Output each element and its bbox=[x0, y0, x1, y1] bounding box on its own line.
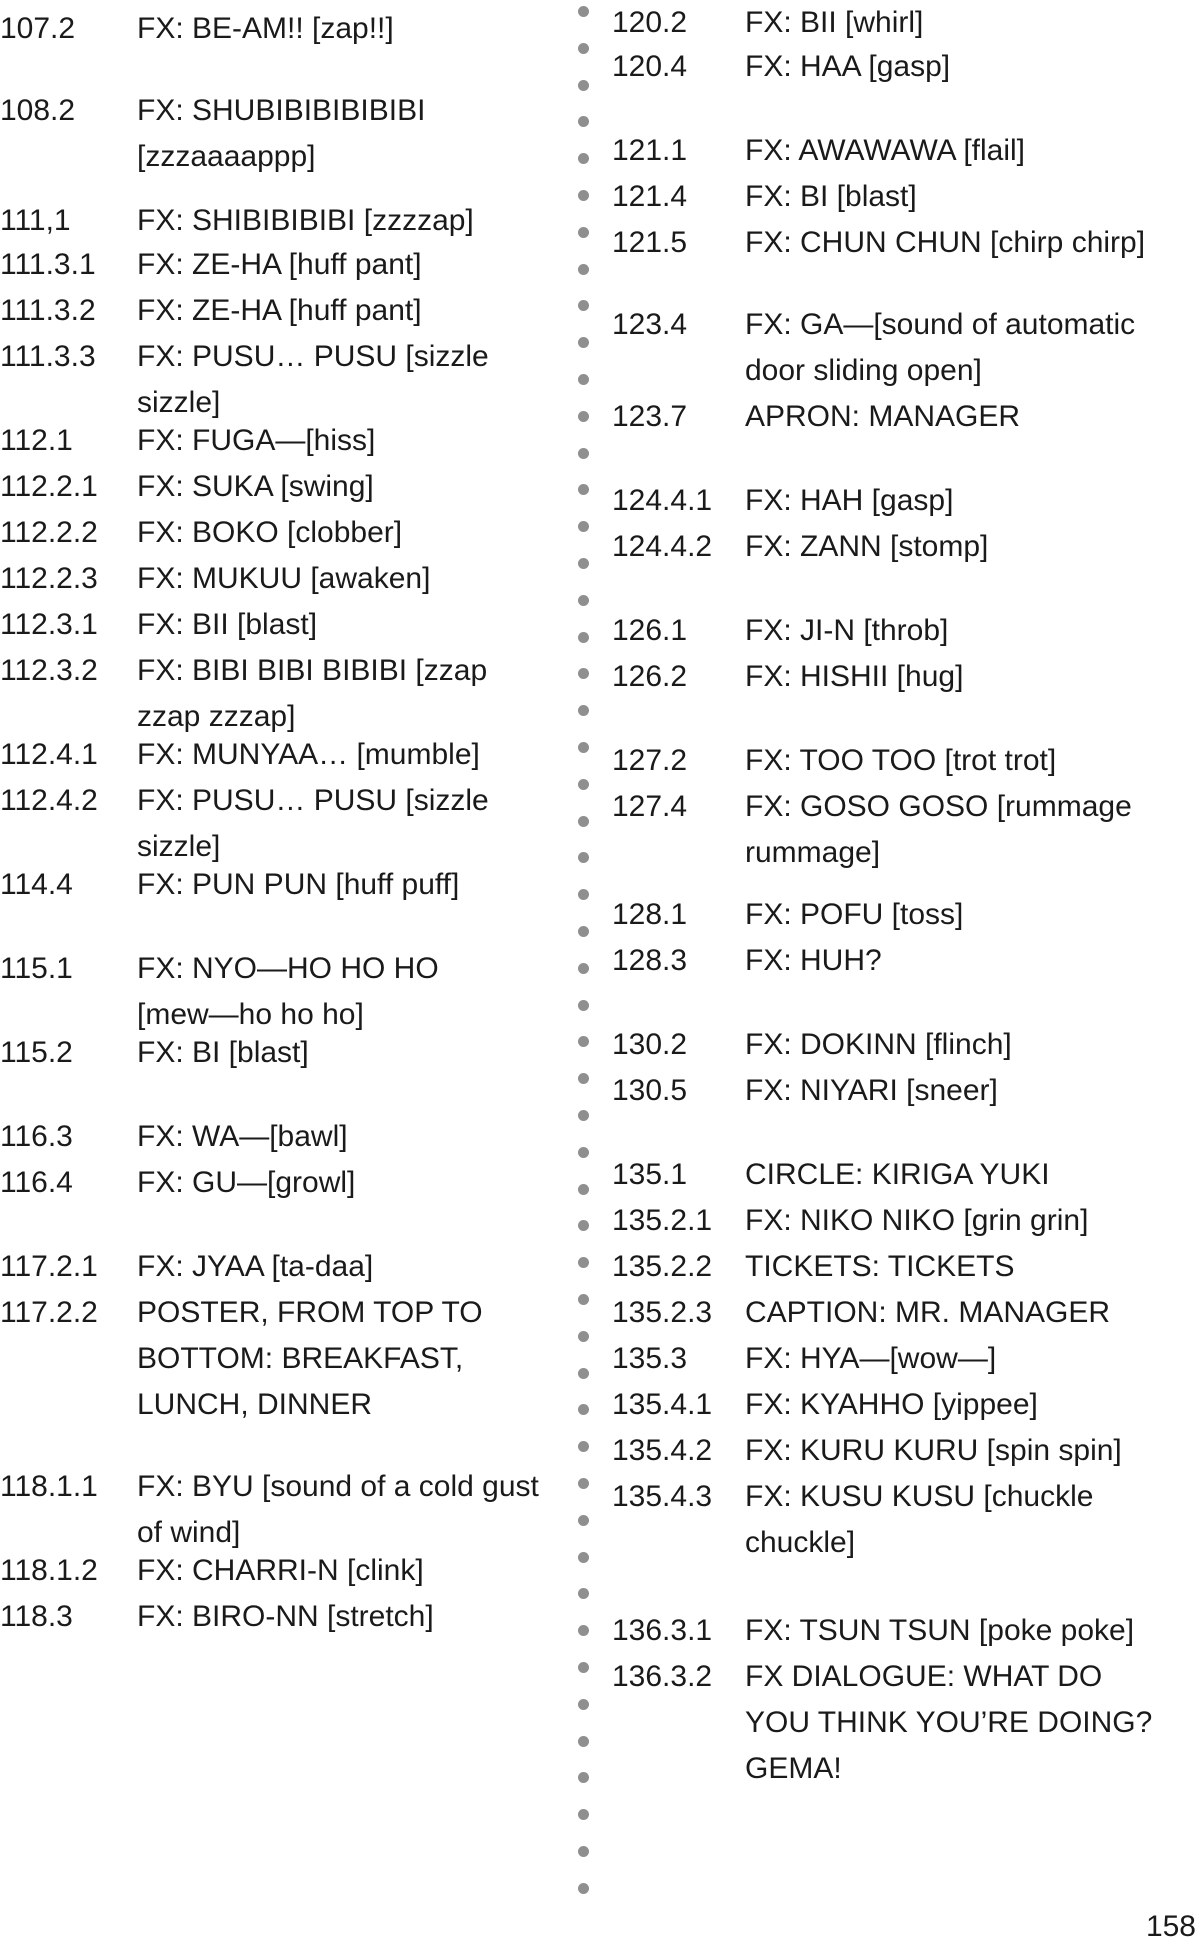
panel-reference: 114.4 bbox=[0, 868, 73, 901]
panel-reference: 111.3.3 bbox=[0, 340, 96, 373]
panel-reference: 136.3.1 bbox=[612, 1614, 713, 1647]
text-line: APRON: MANAGER bbox=[745, 400, 1021, 433]
panel-reference: 126.2 bbox=[612, 660, 688, 693]
panel-reference: 135.1 bbox=[612, 1158, 688, 1191]
sound-effect-text bbox=[745, 394, 1020, 440]
divider-dot bbox=[578, 889, 589, 900]
text-line: chuckle] bbox=[745, 1526, 856, 1559]
panel-reference: 115.2 bbox=[0, 1036, 73, 1069]
text-line: FX: BE-AM!! [zap!!] bbox=[137, 12, 394, 45]
sound-effect-text bbox=[137, 288, 422, 334]
divider-dot bbox=[578, 632, 589, 643]
divider-dot bbox=[578, 374, 589, 385]
text-line: LUNCH, DINNER bbox=[137, 1388, 373, 1421]
sound-effect-text bbox=[137, 648, 487, 740]
text-line: FX: KYAHHO [yippee] bbox=[745, 1388, 1038, 1421]
sound-effect-text bbox=[745, 1608, 1134, 1654]
sound-effect-text bbox=[745, 1068, 998, 1114]
panel-reference: 120.2 bbox=[612, 6, 688, 39]
text-line: BOTTOM: BREAKFAST, bbox=[137, 1342, 464, 1375]
divider-dot bbox=[578, 742, 589, 753]
text-line: [mew—ho ho ho] bbox=[137, 998, 364, 1031]
sound-effect-text bbox=[745, 0, 923, 46]
divider-dot bbox=[578, 227, 589, 238]
panel-reference: 121.4 bbox=[612, 180, 688, 213]
text-line: FX: HUH? bbox=[745, 944, 882, 977]
divider-dot bbox=[578, 926, 589, 937]
text-line: FX: FUGA—[hiss] bbox=[137, 424, 376, 457]
text-line: FX: TOO TOO [trot trot] bbox=[745, 744, 1057, 777]
divider-dot bbox=[578, 1331, 589, 1342]
text-line: zzap zzzap] bbox=[137, 700, 296, 733]
divider-dot bbox=[578, 1257, 589, 1268]
sound-effect-text bbox=[137, 1160, 355, 1206]
text-line: FX: BI [blast] bbox=[745, 180, 917, 213]
panel-reference: 112.4.1 bbox=[0, 738, 98, 771]
panel-reference: 127.4 bbox=[612, 790, 688, 823]
panel-reference: 112.1 bbox=[0, 424, 73, 457]
panel-reference: 124.4.1 bbox=[612, 484, 713, 517]
divider-dot bbox=[578, 1588, 589, 1599]
panel-reference: 135.2.3 bbox=[612, 1296, 713, 1329]
panel-reference: 117.2.2 bbox=[0, 1296, 98, 1329]
text-line: FX DIALOGUE: WHAT DO bbox=[745, 1660, 1103, 1693]
sound-effect-text bbox=[137, 732, 480, 778]
sound-effect-text bbox=[745, 524, 988, 570]
panel-reference: 112.2.1 bbox=[0, 470, 98, 503]
divider-dot bbox=[578, 558, 589, 569]
panel-reference: 120.4 bbox=[612, 50, 688, 83]
divider-dot bbox=[578, 1220, 589, 1231]
panel-reference: 135.4.1 bbox=[612, 1388, 713, 1421]
panel-reference: 128.3 bbox=[612, 944, 688, 977]
divider-dot bbox=[578, 1000, 589, 1011]
text-line: FX: SUKA [swing] bbox=[137, 470, 374, 503]
panel-reference: 112.4.2 bbox=[0, 784, 98, 817]
divider-dot bbox=[578, 43, 589, 54]
text-line: FX: HAH [gasp] bbox=[745, 484, 954, 517]
divider-dot bbox=[578, 1515, 589, 1526]
text-line: FX: HISHII [hug] bbox=[745, 660, 964, 693]
sound-effect-text bbox=[137, 418, 375, 464]
text-line: FX: CHARRI-N [clink] bbox=[137, 1554, 424, 1587]
divider-dot bbox=[578, 705, 589, 716]
sound-effect-text bbox=[745, 892, 963, 938]
panel-reference: 112.3.1 bbox=[0, 608, 98, 641]
text-line: TICKETS: TICKETS bbox=[745, 1250, 1015, 1283]
panel-reference: 128.1 bbox=[612, 898, 688, 931]
divider-dot bbox=[578, 1478, 589, 1489]
panel-reference: 118.1.1 bbox=[0, 1470, 98, 1503]
sound-effect-text bbox=[745, 938, 882, 984]
divider-dot bbox=[578, 484, 589, 495]
text-line: FX: BIBI BIBI BIBIBI [zzap bbox=[137, 654, 488, 687]
divider-dot bbox=[578, 1809, 589, 1820]
panel-reference: 112.2.3 bbox=[0, 562, 98, 595]
text-line: POSTER, FROM TOP TO bbox=[137, 1296, 483, 1329]
text-line: FX: PUSU… PUSU [sizzle bbox=[137, 784, 489, 817]
sound-effect-text bbox=[745, 1336, 996, 1382]
panel-reference: 123.7 bbox=[612, 400, 688, 433]
text-line: FX: GU—[growl] bbox=[137, 1166, 356, 1199]
sound-effect-text bbox=[745, 654, 963, 700]
divider-dot bbox=[578, 1846, 589, 1857]
divider-dot bbox=[578, 116, 589, 127]
text-line: FX: PUSU… PUSU [sizzle bbox=[137, 340, 489, 373]
divider-dot bbox=[578, 1552, 589, 1563]
divider-dot bbox=[578, 6, 589, 17]
text-line: door sliding open] bbox=[745, 354, 982, 387]
dotted-divider bbox=[576, 0, 592, 1948]
panel-reference: 135.2.1 bbox=[612, 1204, 713, 1237]
text-line: FX: KUSU KUSU [chuckle bbox=[745, 1480, 1094, 1513]
sound-effect-text bbox=[137, 464, 374, 510]
sound-effect-text bbox=[745, 1290, 1110, 1336]
divider-dot bbox=[578, 1036, 589, 1047]
text-line: sizzle] bbox=[137, 830, 221, 863]
text-line: sizzle] bbox=[137, 386, 221, 419]
text-line: FX: NIKO NIKO [grin grin] bbox=[745, 1204, 1089, 1237]
sound-effect-text bbox=[137, 88, 425, 180]
divider-dot bbox=[578, 816, 589, 827]
panel-reference: 117.2.1 bbox=[0, 1250, 98, 1283]
sound-effect-text bbox=[745, 1654, 1152, 1792]
panel-reference: 112.2.2 bbox=[0, 516, 98, 549]
text-line: CIRCLE: KIRIGA YUKI bbox=[745, 1158, 1050, 1191]
divider-dot bbox=[578, 153, 589, 164]
panel-reference: 111,1 bbox=[0, 204, 71, 237]
sound-effect-text bbox=[137, 510, 402, 556]
divider-dot bbox=[578, 1294, 589, 1305]
text-line: FX: GOSO GOSO [rummage bbox=[745, 790, 1132, 823]
divider-dot bbox=[578, 1736, 589, 1747]
sound-effect-text bbox=[137, 242, 422, 288]
sound-effect-text bbox=[745, 1474, 1093, 1566]
divider-dot bbox=[578, 1147, 589, 1158]
text-line: FX: BYU [sound of a cold gust bbox=[137, 1470, 539, 1503]
text-line: GEMA! bbox=[745, 1752, 842, 1785]
text-line: FX: DOKINN [flinch] bbox=[745, 1028, 1012, 1061]
sound-effect-text bbox=[137, 602, 317, 648]
sound-effect-text bbox=[745, 44, 950, 90]
sound-effect-text bbox=[137, 6, 394, 52]
sound-effect-text bbox=[137, 198, 474, 244]
panel-reference: 121.1 bbox=[612, 134, 688, 167]
sound-effect-text bbox=[745, 608, 948, 654]
divider-dot bbox=[578, 1625, 589, 1636]
sound-effect-text bbox=[745, 220, 1145, 266]
sound-effect-text bbox=[137, 1594, 434, 1640]
divider-dot bbox=[578, 1699, 589, 1710]
sound-effect-text bbox=[137, 1548, 424, 1594]
text-line: FX: WA—[bawl] bbox=[137, 1120, 348, 1153]
text-line: FX: BI [blast] bbox=[137, 1036, 309, 1069]
sound-effect-text bbox=[137, 1114, 348, 1160]
sound-effect-text bbox=[745, 1382, 1038, 1428]
panel-reference: 136.3.2 bbox=[612, 1660, 713, 1693]
text-line: FX: HYA—[wow—] bbox=[745, 1342, 997, 1375]
panel-reference: 118.3 bbox=[0, 1600, 73, 1633]
sound-effect-text bbox=[137, 1290, 483, 1428]
divider-dot bbox=[578, 448, 589, 459]
panel-reference: 111.3.2 bbox=[0, 294, 96, 327]
divider-dot bbox=[578, 1883, 589, 1894]
panel-reference: 135.2.2 bbox=[612, 1250, 713, 1283]
panel-reference: 116.4 bbox=[0, 1166, 73, 1199]
panel-reference: 121.5 bbox=[612, 226, 688, 259]
panel-reference: 130.5 bbox=[612, 1074, 688, 1107]
divider-dot bbox=[578, 963, 589, 974]
divider-dot bbox=[578, 1772, 589, 1783]
panel-reference: 135.4.3 bbox=[612, 1480, 713, 1513]
divider-dot bbox=[578, 190, 589, 201]
divider-dot bbox=[578, 1441, 589, 1452]
text-line: FX: ZANN [stomp] bbox=[745, 530, 989, 563]
text-line: FX: HAA [gasp] bbox=[745, 50, 951, 83]
divider-dot bbox=[578, 1368, 589, 1379]
text-line: FX: MUKUU [awaken] bbox=[137, 562, 431, 595]
text-line: FX: SHUBIBIBIBIBIBI bbox=[137, 94, 426, 127]
sound-effect-text bbox=[137, 862, 459, 908]
text-line: FX: ZE-HA [huff pant] bbox=[137, 294, 422, 327]
panel-reference: 123.4 bbox=[612, 308, 688, 341]
divider-dot bbox=[578, 1184, 589, 1195]
text-line: YOU THINK YOU’RE DOING? bbox=[745, 1706, 1153, 1739]
text-line: FX: BIRO-NN [stretch] bbox=[137, 1600, 434, 1633]
text-line: FX: POFU [toss] bbox=[745, 898, 964, 931]
sound-effect-text bbox=[745, 1022, 1012, 1068]
panel-reference: 111.3.1 bbox=[0, 248, 96, 281]
text-line: FX: ZE-HA [huff pant] bbox=[137, 248, 422, 281]
panel-reference: 126.1 bbox=[612, 614, 688, 647]
panel-reference: 112.3.2 bbox=[0, 654, 98, 687]
text-line: FX: NYO—HO HO HO bbox=[137, 952, 439, 985]
divider-dot bbox=[578, 521, 589, 532]
divider-dot bbox=[578, 1073, 589, 1084]
sound-effect-text bbox=[137, 334, 489, 426]
divider-dot bbox=[578, 1662, 589, 1673]
divider-dot bbox=[578, 300, 589, 311]
sound-effect-text bbox=[745, 1198, 1088, 1244]
text-line: FX: TSUN TSUN [poke poke] bbox=[745, 1614, 1135, 1647]
text-line: FX: GA—[sound of automatic bbox=[745, 308, 1136, 341]
sound-effect-text bbox=[137, 778, 489, 870]
text-line: FX: AWAWAWA [flail] bbox=[745, 134, 1026, 167]
sound-effect-text bbox=[745, 1152, 1050, 1198]
text-line: FX: JI-N [throb] bbox=[745, 614, 949, 647]
text-line: FX: PUN PUN [huff puff] bbox=[137, 868, 460, 901]
panel-reference: 115.1 bbox=[0, 952, 73, 985]
page-number: 158 bbox=[1145, 1910, 1196, 1943]
divider-dot bbox=[578, 595, 589, 606]
divider-dot bbox=[578, 852, 589, 863]
divider-dot bbox=[578, 80, 589, 91]
panel-reference: 124.4.2 bbox=[612, 530, 713, 563]
divider-dot bbox=[578, 779, 589, 790]
text-line: rummage] bbox=[745, 836, 881, 869]
divider-dot bbox=[578, 337, 589, 348]
sound-effect-text bbox=[137, 1030, 309, 1076]
divider-dot bbox=[578, 1110, 589, 1121]
panel-reference: 116.3 bbox=[0, 1120, 73, 1153]
sound-effect-text bbox=[137, 1464, 539, 1556]
sound-effect-text bbox=[745, 1428, 1122, 1474]
sound-effect-text bbox=[137, 946, 439, 1038]
text-line: FX: CHUN CHUN [chirp chirp] bbox=[745, 226, 1146, 259]
sound-effect-text bbox=[745, 738, 1056, 784]
sound-effect-text bbox=[745, 1244, 1015, 1290]
sound-effect-text bbox=[137, 556, 430, 602]
text-line: [zzzaaaappp] bbox=[137, 140, 316, 173]
divider-dot bbox=[578, 411, 589, 422]
text-line: FX: BII [blast] bbox=[137, 608, 318, 641]
sound-effect-text bbox=[137, 1244, 373, 1290]
sound-effect-text bbox=[745, 478, 953, 524]
sound-effect-text bbox=[745, 174, 917, 220]
divider-dot bbox=[578, 668, 589, 679]
panel-reference: 130.2 bbox=[612, 1028, 688, 1061]
panel-reference: 107.2 bbox=[0, 12, 76, 45]
panel-reference: 127.2 bbox=[612, 744, 688, 777]
panel-reference: 108.2 bbox=[0, 94, 76, 127]
sound-effect-text bbox=[745, 302, 1135, 394]
text-line: FX: KURU KURU [spin spin] bbox=[745, 1434, 1122, 1467]
text-line: FX: SHIBIBIBIBI [zzzzap] bbox=[137, 204, 474, 237]
text-line: FX: NIYARI [sneer] bbox=[745, 1074, 998, 1107]
panel-reference: 135.3 bbox=[612, 1342, 688, 1375]
text-line: CAPTION: MR. MANAGER bbox=[745, 1296, 1111, 1329]
divider-dot bbox=[578, 264, 589, 275]
text-line: FX: BOKO [clobber] bbox=[137, 516, 403, 549]
sound-effect-text bbox=[745, 128, 1025, 174]
panel-reference: 118.1.2 bbox=[0, 1554, 98, 1587]
text-line: FX: JYAA [ta-daa] bbox=[137, 1250, 374, 1283]
text-line: of wind] bbox=[137, 1516, 241, 1549]
divider-dot bbox=[578, 1404, 589, 1415]
text-line: FX: BII [whirl] bbox=[745, 6, 924, 39]
panel-reference: 135.4.2 bbox=[612, 1434, 713, 1467]
text-line: FX: MUNYAA… [mumble] bbox=[137, 738, 480, 771]
sound-effect-text bbox=[745, 784, 1132, 876]
